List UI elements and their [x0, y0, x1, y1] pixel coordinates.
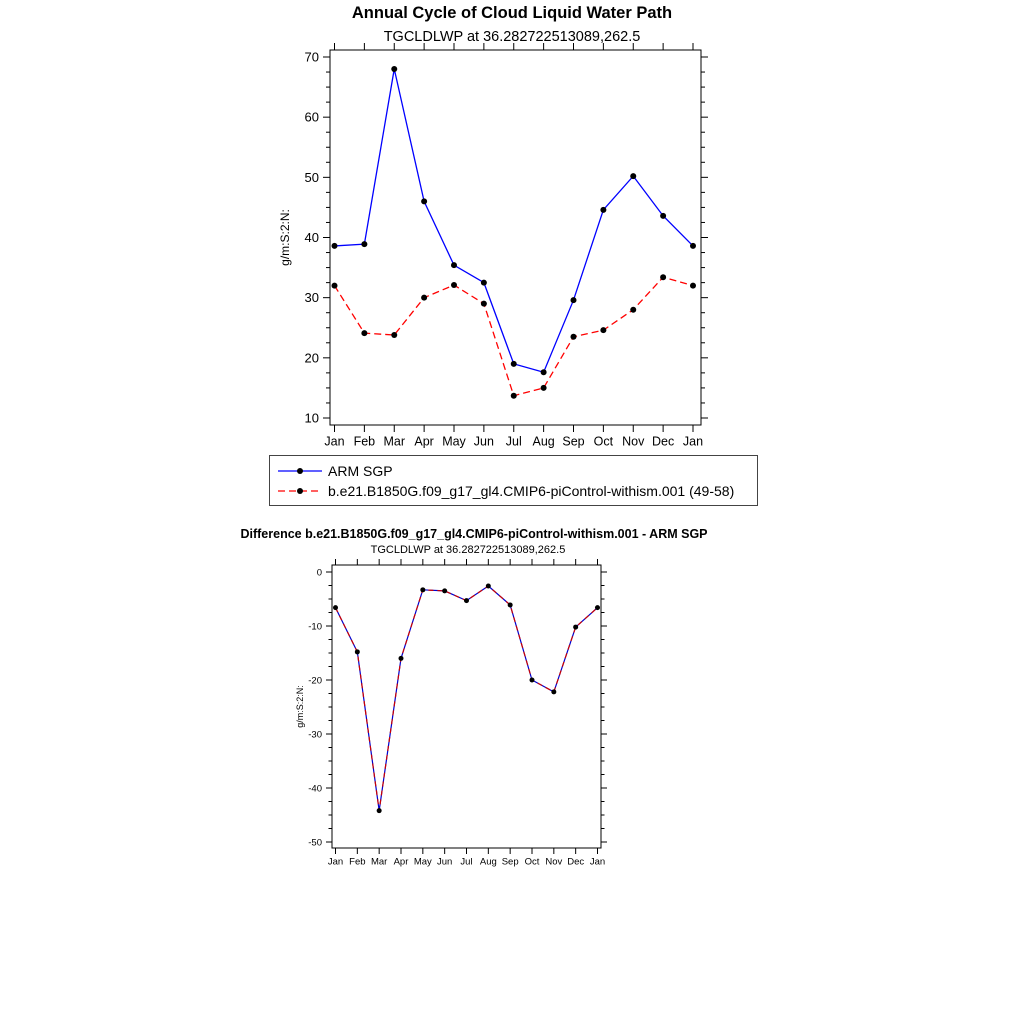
svg-text:0: 0	[316, 567, 322, 579]
svg-text:40: 40	[304, 230, 319, 246]
chart2-title: Difference b.e21.B1850G.f09_g17_gl4.CMIP6-piControl-withism.001 - ARM SGP	[240, 527, 708, 541]
svg-text:20: 20	[304, 350, 319, 366]
svg-text:May: May	[442, 434, 466, 449]
svg-text:Aug: Aug	[479, 856, 497, 868]
svg-text:g/m:S:2:N:: g/m:S:2:N:	[278, 209, 292, 266]
legend-marker-dot	[297, 488, 303, 494]
series-difference-model-arm-sgp	[333, 584, 600, 814]
svg-text:Dec: Dec	[567, 856, 585, 868]
chart1-plot	[278, 43, 708, 449]
series-arm-sgp	[332, 66, 697, 375]
chart2-plot	[295, 559, 607, 868]
chart1-title: Annual Cycle of Cloud Liquid Water Path	[351, 4, 673, 22]
legend-line-sample-solid	[277, 465, 323, 477]
svg-text:Nov: Nov	[545, 856, 563, 868]
svg-text:Apr: Apr	[393, 856, 409, 868]
series-b-e21-b1850g-f09-g17-gl4-cmip6-picontrol	[332, 274, 697, 399]
legend-marker-dot	[297, 468, 303, 474]
svg-text:-30: -30	[308, 729, 322, 741]
svg-text:Sep: Sep	[562, 434, 585, 449]
svg-text:May: May	[413, 856, 432, 868]
svg-text:Jun: Jun	[437, 856, 453, 868]
svg-text:30: 30	[304, 290, 319, 306]
chart2-subtitle: TGCLDLWP at 36.282722513089,262.5	[370, 544, 566, 556]
svg-text:Jan: Jan	[589, 856, 606, 868]
svg-text:10: 10	[304, 410, 319, 426]
svg-text:g/m:S:2:N:: g/m:S:2:N:	[295, 685, 305, 728]
svg-text:50: 50	[304, 169, 319, 185]
svg-text:Jul: Jul	[505, 434, 522, 449]
svg-text:Mar: Mar	[370, 856, 388, 868]
svg-text:Jan: Jan	[682, 434, 704, 449]
chart1-legend	[269, 455, 758, 506]
svg-text:Nov: Nov	[622, 434, 645, 449]
svg-text:Feb: Feb	[349, 856, 366, 868]
svg-text:Dec: Dec	[652, 434, 675, 449]
legend-label-model: b.e21.B1850G.f09_g17_gl4.CMIP6-piControl-withism.001 (49-58)	[328, 482, 735, 499]
svg-text:Mar: Mar	[383, 434, 406, 449]
svg-text:Oct: Oct	[593, 434, 614, 449]
svg-text:Jul: Jul	[460, 856, 473, 868]
legend-line-sample-dashed	[277, 485, 323, 497]
svg-text:70: 70	[304, 49, 319, 65]
svg-text:Jun: Jun	[473, 434, 494, 449]
svg-text:-20: -20	[308, 675, 322, 687]
svg-text:Oct: Oct	[524, 856, 540, 868]
svg-text:Aug: Aug	[532, 434, 555, 449]
svg-text:-50: -50	[308, 837, 322, 849]
svg-text:Feb: Feb	[353, 434, 376, 449]
legend-item-model	[277, 483, 757, 499]
legend-item-arm-sgp	[277, 463, 757, 479]
svg-text:Apr: Apr	[414, 434, 434, 449]
chart1-subtitle: TGCLDLWP at 36.282722513089,262.5	[383, 29, 641, 45]
legend-label-arm-sgp: ARM SGP	[328, 462, 393, 479]
svg-text:Jan: Jan	[324, 434, 345, 449]
svg-text:60: 60	[304, 109, 319, 125]
svg-text:-10: -10	[308, 621, 322, 633]
svg-text:-40: -40	[308, 783, 322, 795]
svg-text:Jan: Jan	[327, 856, 344, 868]
svg-text:Sep: Sep	[501, 856, 519, 868]
